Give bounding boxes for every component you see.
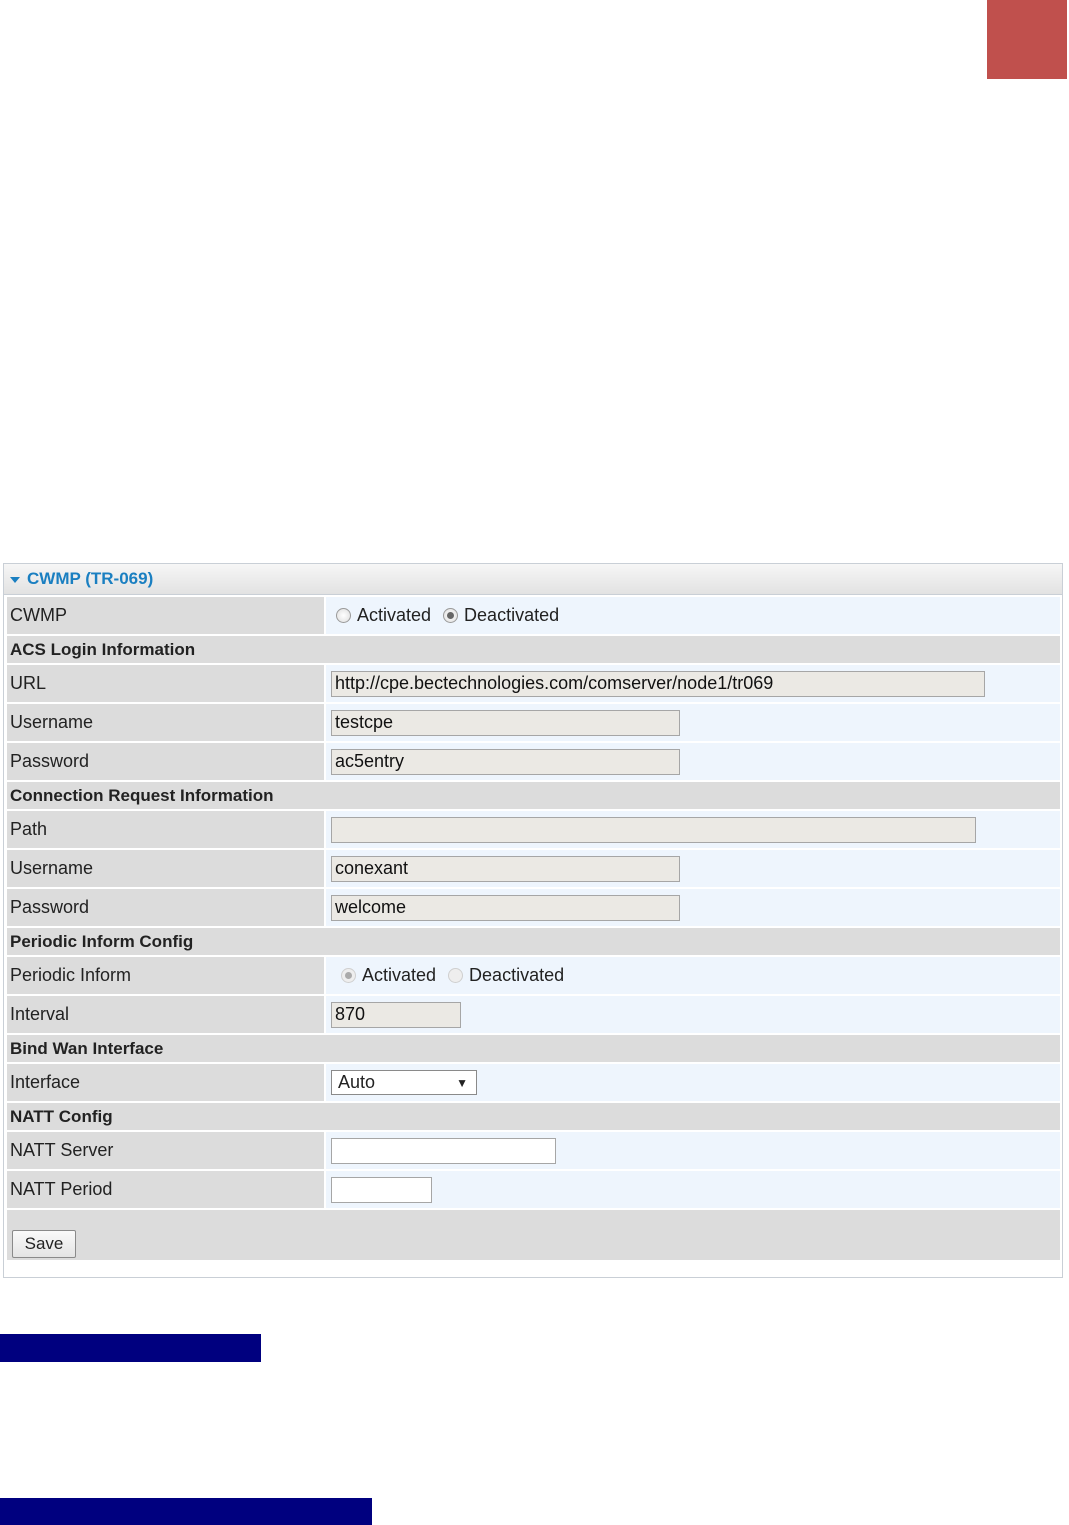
periodic-deactivated-radio[interactable]	[448, 968, 463, 983]
acs-url-label: URL	[7, 665, 324, 702]
conn-username-input[interactable]: conexant	[331, 856, 680, 882]
periodic-activated-radio[interactable]	[341, 968, 356, 983]
cwmp-deactivated-radio[interactable]	[443, 608, 458, 623]
interface-select[interactable]	[331, 1070, 477, 1095]
cwmp-panel	[3, 563, 1063, 1278]
bind-interface-label: Interface	[7, 1064, 324, 1101]
acs-section-heading: ACS Login Information	[7, 636, 1060, 663]
conn-username-label: Username	[7, 850, 324, 887]
natt-server-row	[7, 1132, 1060, 1169]
cwmp-row	[7, 597, 1060, 634]
acs-username-label: Username	[7, 704, 324, 741]
dropdown-caret-icon: ▼	[456, 1075, 468, 1090]
conn-password-label: Password	[7, 889, 324, 926]
natt-period-row	[7, 1171, 1060, 1208]
cwmp-activated-radio[interactable]	[336, 608, 351, 623]
navy-bar-bottom	[0, 1498, 372, 1525]
natt-server-label: NATT Server	[7, 1132, 324, 1169]
periodic-interval-row	[7, 996, 1060, 1033]
cwmp-radio-group	[336, 605, 559, 626]
conn-username-row	[7, 850, 1060, 887]
periodic-inform-label: Periodic Inform	[7, 957, 324, 994]
conn-path-input[interactable]	[331, 817, 976, 843]
natt-period-label: NATT Period	[7, 1171, 324, 1208]
save-button[interactable]: Save	[12, 1230, 76, 1258]
cwmp-deactivated-label: Deactivated	[464, 605, 560, 625]
conn-path-label: Path	[7, 811, 324, 848]
conn-password-input[interactable]: welcome	[331, 895, 680, 921]
periodic-deactivated-label: Deactivated	[469, 965, 565, 985]
acs-url-input[interactable]: http://cpe.bectechnologies.com/comserver/node1/tr069	[331, 671, 985, 697]
cwmp-label: CWMP	[7, 597, 324, 634]
acs-password-input[interactable]: ac5entry	[331, 749, 680, 775]
acs-username-input[interactable]: testcpe	[331, 710, 680, 736]
natt-period-input[interactable]	[331, 1177, 432, 1203]
interface-select-value: Auto	[338, 1072, 376, 1092]
periodic-section-heading: Periodic Inform Config	[7, 928, 1060, 955]
conn-section-heading: Connection Request Information	[7, 782, 1060, 809]
acs-url-row	[7, 665, 1060, 702]
acs-username-row	[7, 704, 1060, 741]
periodic-activated-label: Activated	[362, 965, 437, 985]
cwmp-activated-label: Activated	[357, 605, 432, 625]
navy-bar-top	[0, 1334, 261, 1362]
natt-section-heading: NATT Config	[7, 1103, 1060, 1130]
panel-title: CWMP (TR-069)	[27, 569, 154, 588]
natt-server-input[interactable]	[331, 1138, 556, 1164]
periodic-interval-input[interactable]: 870	[331, 1002, 461, 1028]
acs-password-row	[7, 743, 1060, 780]
collapse-triangle-icon[interactable]	[10, 577, 20, 583]
periodic-interval-label: Interval	[7, 996, 324, 1033]
conn-path-row	[7, 811, 1060, 848]
acs-password-label: Password	[7, 743, 324, 780]
periodic-inform-row	[7, 957, 1060, 994]
periodic-radio-group	[341, 965, 564, 986]
corner-color-block	[987, 0, 1067, 79]
panel-header[interactable]	[4, 564, 1062, 595]
bind-section-heading: Bind Wan Interface	[7, 1035, 1060, 1062]
bind-interface-row	[7, 1064, 1060, 1101]
form-footer	[7, 1210, 1060, 1260]
conn-password-row	[7, 889, 1060, 926]
